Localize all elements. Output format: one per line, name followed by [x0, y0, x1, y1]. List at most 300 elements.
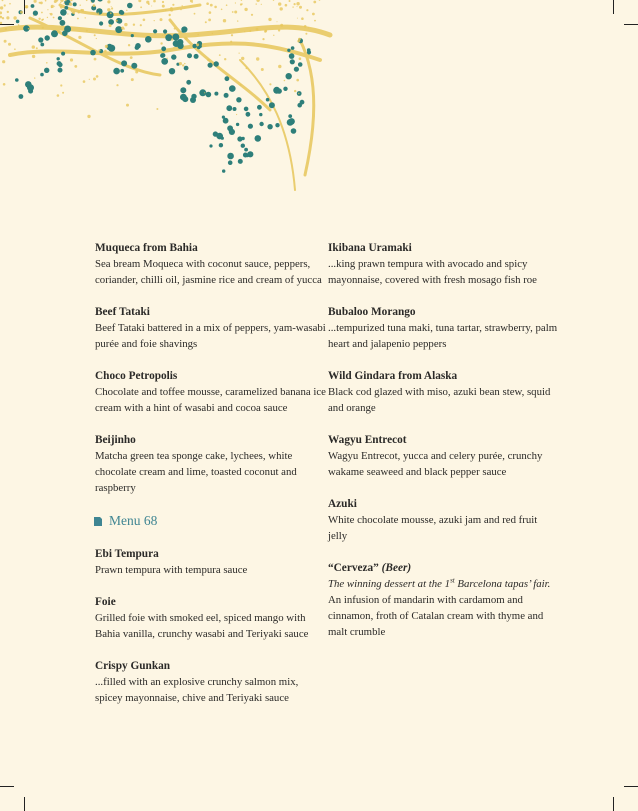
dish-description: Chocolate and toffee mousse, caramelized banana ice cream with a hint of wasabi and cocoa sauce — [95, 386, 326, 414]
leaf-dot — [25, 81, 32, 88]
dish-beef-tataki — [95, 304, 327, 352]
speckle-dot — [196, 43, 199, 46]
leaf-dot — [127, 3, 133, 9]
leaf-dot — [120, 69, 124, 73]
speckle-dot — [256, 28, 259, 31]
speckle-dot — [107, 8, 110, 11]
speckle-dot — [182, 64, 184, 66]
speckle-dot — [164, 34, 166, 36]
speckle-dot — [235, 2, 236, 3]
leaf-dot — [244, 107, 249, 112]
dish-foie — [95, 594, 327, 642]
dish-wild-gindara-from-alaska — [328, 368, 558, 416]
speckle-dot — [87, 115, 90, 118]
speckle-dot — [221, 9, 223, 11]
dish-name: Beef Tataki — [95, 306, 150, 318]
speckle-dot — [165, 9, 167, 11]
speckle-dot — [277, 21, 278, 22]
leaf-dot — [287, 49, 290, 52]
speckle-dot — [171, 38, 173, 40]
speckle-dot — [195, 48, 196, 49]
speckle-dot — [72, 11, 75, 14]
leaf-dot — [58, 68, 63, 73]
dish-muqueca-from-bahia — [95, 240, 327, 288]
crop-mark — [613, 797, 614, 811]
leaf-dot — [184, 66, 189, 71]
speckle-dot — [278, 2, 281, 5]
speckle-dot — [182, 5, 183, 6]
leaf-dot — [99, 21, 103, 25]
dish-wagyu-entrecot — [328, 432, 558, 480]
speckle-dot — [223, 19, 226, 22]
speckle-dot — [97, 12, 99, 14]
crop-mark — [624, 786, 638, 787]
speckle-dot — [13, 16, 16, 19]
speckle-dot — [265, 30, 267, 32]
speckle-dot — [53, 17, 55, 19]
leaf-dot — [247, 151, 253, 157]
leaf-dot — [64, 6, 68, 10]
speckle-dot — [4, 4, 6, 6]
speckle-dot — [60, 84, 62, 86]
speckle-dot — [174, 28, 176, 30]
dish-ikibana-uramaki — [328, 240, 558, 288]
speckle-dot — [239, 53, 240, 54]
speckle-dot — [104, 50, 107, 53]
speckle-dot — [7, 11, 9, 13]
speckle-dot — [305, 33, 307, 35]
speckle-dot — [38, 18, 40, 20]
speckle-dot — [244, 31, 245, 32]
leaf-dot — [297, 103, 302, 108]
speckle-dot — [69, 2, 72, 5]
speckle-dot — [93, 78, 96, 81]
speckle-dot — [207, 59, 210, 62]
leaf-dot — [121, 60, 127, 66]
dish-name: Muqueca from Bahia — [95, 242, 198, 254]
leaf-dot — [231, 87, 235, 91]
leaf-dot — [254, 135, 261, 142]
cerveza-italic-lead: The winning dessert at the 1 — [328, 578, 451, 590]
speckle-dot — [4, 40, 7, 43]
speckle-dot — [143, 19, 146, 22]
speckle-dot — [301, 17, 304, 20]
speckle-dot — [206, 2, 209, 5]
leaf-dot — [266, 98, 270, 102]
speckle-dot — [20, 11, 23, 14]
speckle-dot — [34, 0, 37, 3]
speckle-dot — [71, 10, 72, 11]
leaf-dot — [290, 59, 295, 64]
speckle-dot — [85, 17, 86, 18]
leaf-dot — [288, 114, 292, 118]
cerveza-name: “Cerveza” — [328, 562, 379, 574]
speckle-dot — [2, 0, 4, 1]
dish-description: ...filled with an explosive crunchy salmon mix, spicey mayonnaise, chive and Teriyaki sauce — [95, 676, 299, 704]
speckle-dot — [128, 44, 130, 46]
speckle-dot — [226, 4, 228, 6]
dish-beijinho — [95, 432, 327, 496]
speckle-dot — [110, 12, 112, 14]
speckle-dot — [3, 83, 6, 86]
leaf-dot — [269, 102, 275, 108]
speckle-dot — [151, 6, 152, 7]
speckle-dot — [86, 30, 88, 32]
cerveza-description: An infusion of mandarin with cardamom and cinnamon, froth of Catalan cream with thyme and malt crumble — [328, 594, 544, 638]
dish-description: Prawn tempura with tempura sauce — [95, 564, 248, 576]
leaf-dot — [289, 53, 295, 59]
speckle-dot — [273, 0, 274, 1]
speckle-dot — [280, 7, 283, 10]
leaf-dot — [224, 93, 229, 98]
leaf-dot — [307, 50, 311, 54]
speckle-dot — [296, 79, 299, 82]
speckle-dot — [269, 83, 271, 85]
leaf-dot — [15, 78, 19, 82]
speckle-dot — [256, 57, 259, 60]
leaf-dot — [208, 63, 213, 68]
leaf-dot — [161, 58, 168, 65]
speckle-dot — [6, 16, 9, 19]
speckle-dot — [94, 58, 97, 61]
dish-description: Beef Tataki battered in a mix of peppers, yam-wasabi purée and foie shavings — [95, 322, 326, 350]
leaf-dot — [145, 36, 152, 43]
speckle-dot — [173, 47, 175, 49]
dish-name: Crispy Gunkan — [95, 660, 171, 672]
speckle-dot — [140, 24, 142, 26]
speckle-dot — [244, 8, 247, 11]
dish-bubaloo-morango — [328, 304, 558, 352]
leaf-dot — [236, 97, 241, 102]
speckle-dot — [162, 5, 165, 8]
leaf-dot — [44, 68, 49, 73]
speckle-dot — [298, 38, 301, 41]
speckle-dot — [36, 47, 38, 49]
leaf-dot — [223, 118, 229, 124]
speckle-dot — [138, 0, 141, 2]
dish-name: Azuki — [328, 498, 357, 510]
dish-name: Choco Petropolis — [95, 370, 178, 382]
speckle-dot — [57, 30, 58, 31]
speckle-dot — [42, 27, 44, 29]
speckle-dot — [160, 42, 162, 44]
leaf-dot — [161, 46, 166, 51]
speckle-dot — [94, 34, 96, 36]
speckle-dot — [32, 55, 35, 58]
speckle-dot — [194, 13, 196, 15]
left-column — [95, 240, 327, 722]
leaf-dot — [57, 57, 60, 60]
speckle-dot — [237, 20, 238, 21]
speckle-dot — [57, 94, 60, 97]
speckle-dot — [296, 2, 299, 5]
leaf-dot — [113, 68, 120, 75]
speckle-dot — [5, 28, 7, 30]
speckle-dot — [232, 11, 234, 13]
speckle-dot — [299, 57, 302, 60]
speckle-dot — [60, 0, 63, 2]
crop-mark — [0, 786, 14, 787]
leaf-dot — [60, 9, 67, 16]
speckle-dot — [89, 79, 90, 80]
dish-azuki — [328, 496, 558, 544]
menu-68-heading — [93, 512, 327, 530]
leaf-dot — [172, 34, 179, 41]
leaf-dot — [186, 80, 191, 85]
speckle-dot — [80, 5, 81, 6]
speckle-dot — [240, 3, 242, 5]
leaf-dot — [108, 19, 114, 25]
dish-name: Wild Gindara from Alaska — [328, 370, 458, 382]
cerveza-italic-tail: Barcelona tapas’ fair. — [454, 578, 551, 590]
speckle-dot — [241, 0, 242, 1]
leaf-dot — [181, 26, 187, 32]
crop-mark — [613, 0, 614, 14]
speckle-dot — [0, 22, 2, 24]
speckle-dot — [47, 17, 48, 18]
speckle-dot — [67, 13, 68, 14]
dish-description: Grilled foie with smoked eel, spiced mango with Bahia vanilla, crunchy wasabi and Teriyaki sauce — [95, 612, 309, 640]
speckle-dot — [156, 108, 158, 110]
speckle-dot — [251, 14, 253, 16]
speckle-dot — [210, 4, 213, 7]
speckle-dot — [46, 62, 48, 64]
speckle-dot — [0, 16, 2, 19]
leaf-dot — [115, 26, 122, 33]
leaf-dot — [206, 92, 212, 98]
speckle-dot — [96, 75, 99, 78]
speckle-dot — [71, 11, 73, 13]
speckle-dot — [135, 71, 138, 74]
speckle-dot — [236, 114, 237, 115]
speckle-dot — [319, 0, 321, 1]
speckle-dot — [184, 63, 185, 64]
speckle-dot — [54, 6, 55, 7]
speckle-dot — [261, 68, 264, 71]
speckle-dot — [62, 92, 64, 94]
speckle-dot — [285, 4, 288, 7]
speckle-dot — [312, 13, 315, 16]
speckle-dot — [261, 4, 262, 5]
leaf-dot — [275, 123, 279, 127]
speckle-dot — [214, 6, 217, 9]
leaf-dot — [233, 107, 237, 111]
speckle-dot — [204, 92, 205, 93]
speckle-dot — [298, 93, 299, 94]
speckle-dot — [81, 9, 84, 12]
speckle-dot — [124, 23, 127, 26]
speckle-dot — [60, 6, 63, 9]
speckle-dot — [208, 19, 211, 22]
speckle-dot — [278, 29, 280, 31]
speckle-dot — [224, 58, 226, 60]
speckle-dot — [70, 0, 72, 1]
speckle-dot — [306, 9, 308, 11]
speckle-dot — [209, 11, 212, 14]
speckle-dot — [212, 33, 213, 34]
speckle-dot — [8, 43, 11, 46]
speckle-dot — [219, 54, 221, 56]
leaf-dot — [163, 29, 167, 33]
dish-description: White chocolate mousse, azuki jam and red fruit jelly — [328, 514, 538, 542]
speckle-dot — [294, 3, 296, 5]
speckle-dot — [109, 24, 112, 27]
dish-name: Wagyu Entrecot — [328, 434, 407, 446]
leaf-dot — [58, 62, 63, 67]
dish-name: Foie — [95, 596, 116, 608]
dish-crispy-gunkan — [95, 658, 327, 706]
leaf-dot — [241, 137, 244, 140]
right-column — [328, 240, 558, 656]
leaf-dot — [182, 96, 188, 102]
leaf-dot — [291, 128, 297, 134]
speckle-dot — [32, 45, 35, 48]
speckle-dot — [133, 24, 135, 26]
speckle-dot — [234, 11, 237, 14]
speckle-dot — [86, 0, 88, 1]
speckle-dot — [262, 38, 264, 40]
leaf-dot — [40, 73, 44, 77]
dish-description: Matcha green tea sponge cake, lychees, white chocolate cream and lime, toasted coconut and raspberry — [95, 450, 297, 494]
dish-name: Ikibana Uramaki — [328, 242, 412, 254]
speckle-dot — [172, 4, 174, 6]
speckle-dot — [18, 24, 20, 26]
speckle-dot — [179, 62, 182, 65]
decorative-branch-illustration — [0, 0, 340, 215]
leaf-dot — [169, 68, 175, 74]
leaf-dot — [160, 53, 165, 58]
leaf-dot — [241, 144, 245, 148]
speckle-dot — [153, 0, 156, 2]
dish-name: Beijinho — [95, 434, 136, 446]
leaf-dot — [31, 4, 35, 8]
leaf-dot — [61, 52, 65, 56]
speckle-dot — [91, 2, 92, 3]
leaf-dot — [225, 76, 230, 81]
leaf-dot — [221, 137, 224, 140]
dish-ebi-tempura — [95, 546, 327, 578]
speckle-dot — [313, 1, 316, 4]
speckle-dot — [268, 18, 271, 21]
dish-name — [328, 560, 558, 576]
leaf-dot — [294, 67, 299, 72]
leaf-dot — [229, 129, 235, 135]
speckle-dot — [154, 20, 155, 21]
speckle-dot — [289, 0, 291, 2]
leaf-dot — [64, 26, 71, 33]
leaf-dot — [277, 88, 282, 93]
dish-description: Black cod glazed with miso, azuki bean stew, squid and orange — [328, 386, 551, 414]
speckle-dot — [297, 6, 298, 7]
speckle-dot — [41, 19, 43, 21]
cerveza-italic-sup: st — [450, 576, 455, 585]
speckle-dot — [107, 0, 110, 3]
speckle-dot — [230, 41, 232, 43]
speckle-dot — [169, 14, 171, 16]
leaf-dot — [153, 29, 157, 33]
leaf-dot — [16, 20, 20, 24]
dish-name: Bubaloo Morango — [328, 306, 416, 318]
leaf-dot — [228, 160, 233, 165]
leaf-dot — [131, 63, 137, 69]
speckle-dot — [98, 49, 100, 51]
speckle-dot — [167, 58, 168, 59]
leaf-dot — [227, 153, 234, 160]
speckle-dot — [256, 0, 259, 2]
crop-mark — [624, 24, 638, 25]
speckle-dot — [116, 20, 118, 22]
speckle-dot — [231, 34, 233, 36]
leaf-dot — [187, 53, 192, 58]
speckle-dot — [297, 18, 298, 19]
dish-description: ...tempurized tuna maki, tuna tartar, strawberry, palm heart and jalapenio peppers — [328, 322, 558, 350]
leaf-dot — [209, 144, 212, 147]
leaf-dot — [219, 143, 223, 147]
speckle-dot — [294, 90, 296, 92]
speckle-dot — [314, 20, 316, 22]
dish-description: Sea bream Moqueca with coconut sauce, peppers, coriander, chilli oil, jasmine rice and cream of yucca — [95, 258, 322, 286]
speckle-dot — [78, 36, 81, 39]
speckle-dot — [45, 0, 47, 2]
cerveza-name-suffix: (Beer) — [381, 562, 412, 574]
speckle-dot — [130, 56, 133, 59]
speckle-dot — [131, 78, 134, 81]
speckle-dot — [25, 5, 28, 8]
speckle-dot — [238, 82, 239, 83]
leaf-dot — [51, 30, 58, 37]
leaf-dot — [244, 148, 248, 152]
leaf-dot — [286, 73, 292, 79]
speckle-dot — [77, 18, 79, 20]
speckle-dot — [9, 3, 11, 5]
leaf-dot — [120, 11, 124, 15]
speckle-dot — [74, 65, 77, 68]
speckle-dot — [14, 48, 16, 50]
menu-heading-label: Menu 68 — [109, 513, 158, 528]
speckle-dot — [0, 6, 3, 9]
leaf-dot — [180, 87, 186, 93]
leaf-dot — [131, 34, 134, 37]
leaf-dot — [107, 11, 114, 18]
leaf-dot — [214, 92, 218, 96]
speckle-dot — [51, 5, 54, 8]
speckle-dot — [280, 24, 283, 27]
speckle-dot — [105, 45, 108, 48]
speckle-dot — [162, 1, 164, 3]
speckle-dot — [299, 6, 302, 9]
speckle-dot — [197, 34, 199, 36]
speckle-dot — [2, 17, 4, 19]
speckle-dot — [240, 84, 242, 86]
leaf-dot — [190, 97, 196, 103]
dish-name: Ebi Tempura — [95, 548, 159, 560]
dish-cerveza — [328, 560, 558, 640]
speckle-dot — [184, 37, 187, 40]
speckle-dot — [63, 3, 64, 4]
leaf-dot — [222, 169, 225, 172]
leaf-dot — [97, 0, 103, 2]
speckle-dot — [160, 18, 163, 21]
speckle-dot — [28, 28, 29, 29]
leaf-dot — [171, 54, 176, 59]
crop-mark — [24, 797, 25, 811]
dish-choco-petropolis — [95, 368, 327, 416]
leaf-dot — [291, 46, 295, 50]
leaf-dot — [226, 105, 232, 111]
speckle-dot — [40, 2, 43, 5]
speckle-dot — [34, 77, 35, 78]
speckle-dot — [83, 80, 86, 83]
